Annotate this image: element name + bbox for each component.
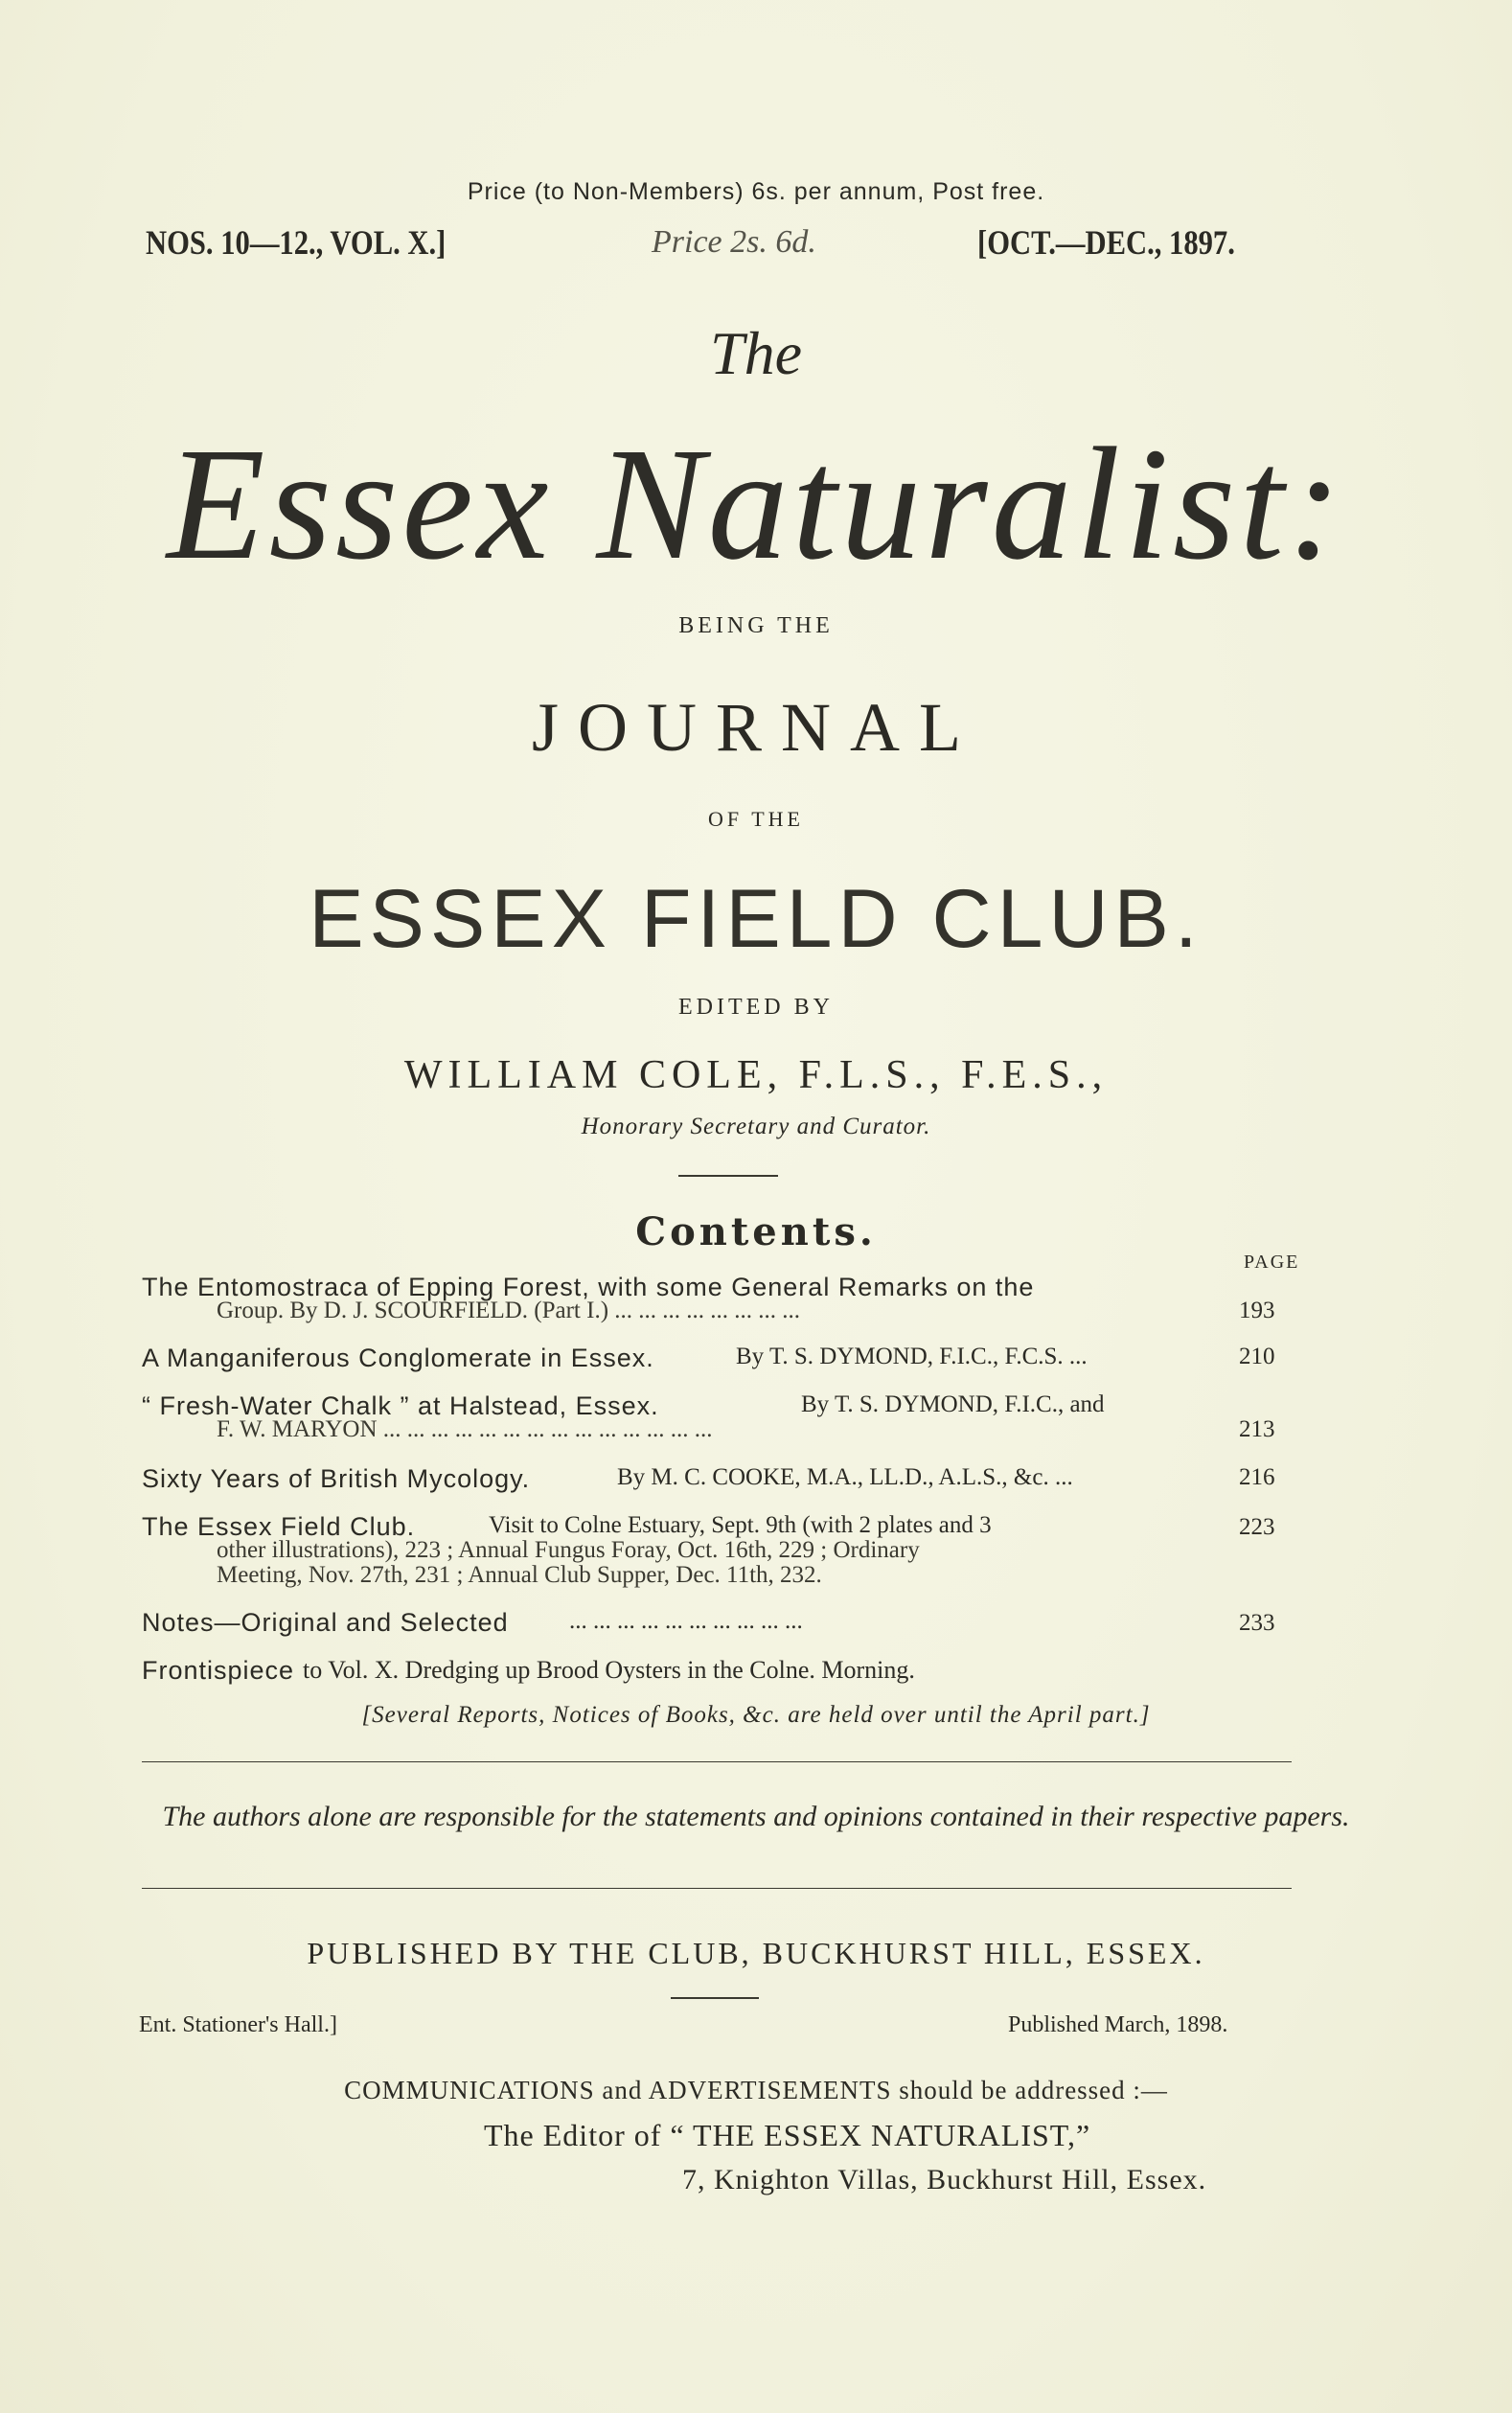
held-over-note: [Several Reports, Notices of Books, &c. are held over until the April part.]	[361, 1702, 1151, 1728]
toc-entry	[142, 1608, 1292, 1641]
toc-entry-byline: By M. C. COOKE, M.A., LL.D., A.L.S., &c. ...	[617, 1464, 1073, 1490]
published-date: Published March, 1898.	[1008, 2012, 1228, 2037]
toc-entry	[142, 1464, 1292, 1497]
toc-entry-page: 216	[1239, 1464, 1275, 1490]
publisher-line: PUBLISHED BY THE CLUB, BUCKHURST HILL, ESSEX.	[307, 1936, 1205, 1970]
divider-rule	[142, 1888, 1292, 1889]
toc-entry	[142, 1344, 1292, 1376]
editor-address-line1: The Editor of “ THE ESSEX NATURALIST,”	[484, 2118, 1091, 2152]
toc-entry-title: Sixty Years of British Mycology.	[142, 1464, 531, 1493]
toc-entry-title: Frontispiece	[142, 1656, 295, 1685]
toc-entry-title: The Essex Field Club.	[142, 1512, 416, 1541]
toc-entry-byline-continued: F. W. MARYON ... ... ... ... ... ... ... ... ... ... ... ... ... ...	[217, 1416, 713, 1442]
title-the: The	[710, 319, 802, 387]
communications-note: COMMUNICATIONS and ADVERTISEMENTS should be addressed :—	[344, 2076, 1168, 2104]
toc-entry	[142, 1512, 1292, 1593]
price-note: Price (to Non-Members) 6s. per annum, Post free.	[467, 178, 1045, 205]
divider-rule	[678, 1175, 778, 1177]
toc-entry-byline-continued: Meeting, Nov. 27th, 231 ; Annual Club Supper, Dec. 11th, 232.	[217, 1562, 822, 1588]
contents-heading: Contents.	[635, 1209, 877, 1254]
editor-address-line2: 7, Knighton Villas, Buckhurst Hill, Essex.	[682, 2164, 1207, 2195]
journal-heading: JOURNAL	[531, 689, 980, 766]
of-the-label: OF THE	[708, 807, 804, 831]
toc-entry-leader: ... ... ... ... ... ... ... ... ... ...	[569, 1608, 803, 1634]
page-column-label: PAGE	[1244, 1252, 1300, 1273]
editor-role: Honorary Secretary and Curator.	[581, 1114, 931, 1139]
toc-entry-byline: Group. By D. J. SCOURFIELD. (Part I.) ... ... ... ... ... ... ... ...	[217, 1298, 801, 1323]
toc-entry-page: 193	[1239, 1298, 1275, 1323]
issue-price: Price 2s. 6d.	[652, 224, 816, 260]
edited-by-label: EDITED BY	[678, 995, 834, 1020]
toc-entry	[142, 1391, 1292, 1449]
club-name: ESSEX FIELD CLUB.	[309, 873, 1203, 965]
issue-date: [OCT.—DEC., 1897.	[977, 223, 1235, 262]
ent-stationer: Ent. Stationer's Hall.]	[139, 2012, 337, 2037]
toc-entry-page: 223	[1239, 1514, 1275, 1540]
toc-entry-title: Notes—Original and Selected	[142, 1608, 509, 1637]
toc-entry-byline: Visit to Colne Estuary, Sept. 9th (with 2 plates and 3	[489, 1512, 992, 1538]
toc-entry-byline-continued: other illustrations), 223 ; Annual Fungus Foray, Oct. 16th, 229 ; Ordinary	[217, 1537, 920, 1563]
divider-rule	[142, 1761, 1292, 1762]
being-the-label: BEING THE	[678, 613, 834, 638]
toc-entry-byline: By T. S. DYMOND, F.I.C., F.C.S. ...	[736, 1344, 1088, 1369]
toc-entry	[142, 1273, 1292, 1330]
divider-rule	[671, 1997, 759, 1999]
editor-name: WILLIAM COLE, F.L.S., F.E.S.,	[403, 1053, 1109, 1097]
toc-entry-title: The Entomostraca of Epping Forest, with some General Remarks on the	[142, 1273, 1035, 1301]
toc-entry	[142, 1656, 1292, 1689]
disclaimer: The authors alone are responsible for the statements and opinions contained in their respective papers.	[162, 1801, 1350, 1832]
toc-entry-page: 213	[1239, 1416, 1275, 1442]
toc-entry-page: 210	[1239, 1344, 1275, 1369]
main-title: Essex Naturalist:	[167, 415, 1345, 593]
toc-entry-byline: By T. S. DYMOND, F.I.C., and	[801, 1391, 1105, 1417]
toc-entry-title: A Manganiferous Conglomerate in Essex.	[142, 1344, 654, 1372]
toc-entry-page: 233	[1239, 1610, 1275, 1636]
issue-numbers: NOS. 10—12., VOL. X.]	[146, 223, 447, 262]
toc-entry-title: “ Fresh-Water Chalk ” at Halstead, Essex.	[142, 1391, 659, 1420]
toc-entry-description: to Vol. X. Dredging up Brood Oysters in the Colne. Morning.	[303, 1656, 915, 1684]
